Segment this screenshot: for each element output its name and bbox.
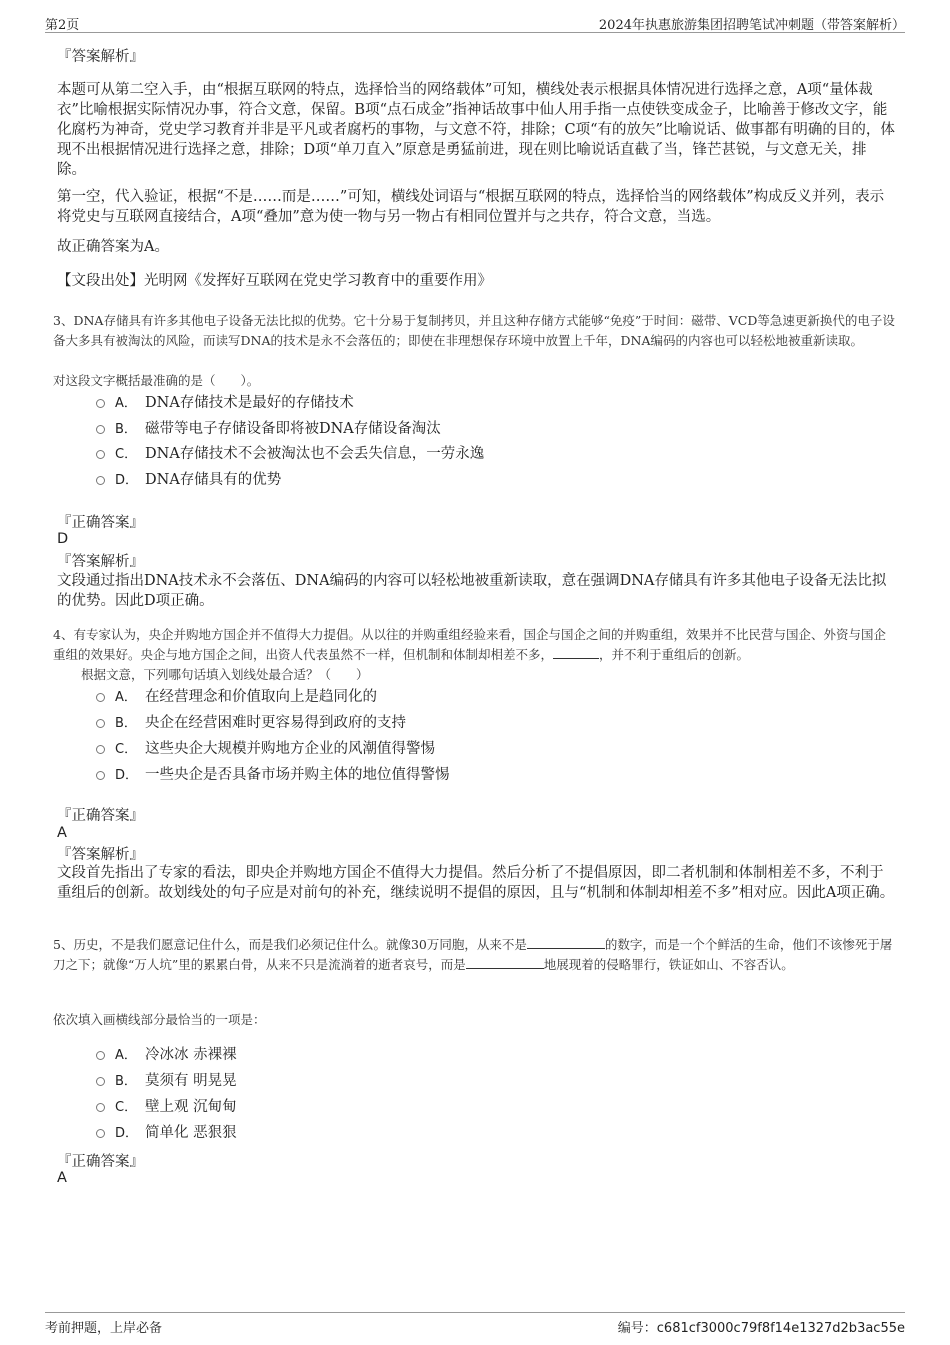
radio-icon[interactable] [96, 399, 105, 408]
q5-option-b[interactable]: B． 莫须有 明晃晃 [96, 1071, 237, 1091]
q4-analysis: 文段首先指出了专家的看法，即央企并购地方国企不值得大力提倡。然后分析了不提倡原因，即二者机制和体制相差不多，不利于重组后的创新。故划线处的句子应是对前句的补充，继续说明不提倡的原因，且与“机制和体制却相差不多”相对应。因此A项正确。 [57, 865, 895, 901]
radio-icon[interactable] [96, 425, 105, 434]
q3-option-d[interactable]: D． DNA存储具有的优势 [96, 470, 281, 490]
page-number: 第2页 [45, 18, 80, 33]
q2-analysis-paragraph-1: 本题可从第二空入手，由“根据互联网的特点，选择恰当的网络载体”可知，横线处表示根据具体情况进行选择之意，A项“量体裁衣”比喻根据实际情况办事，符合文意，保留。B项“点石成金”指神话故事中仙人用手指一点使铁变成金子，比喻善于修改文字，能化腐朽为神奇，党史学习教育并非是平凡或者腐朽的事物，与文意不符，排除；C项“有的放矢”比喻说话、做事都有明确的目的，体现不出根据情况进行选择之意，排除；D项“单刀直入”原意是勇猛前进，现在则比喻说话直截了当，锋芒甚锐，与文意无关，排除。 [57, 82, 895, 178]
q3-stem: 3、DNA存储具有许多其他电子设备无法比拟的优势。它十分易于复制拷贝，并且这种存储方式能够“免疫”于时间：磁带、VCD等急速更新换代的电子设备大多具有被淘汰的风险，而读写DNA的技术是永不会落伍的；即使在非理想保存环境中放置上千年，DNA编码的内容也可以轻松地被重新读取。 [53, 313, 895, 348]
q4-answer: A [57, 825, 67, 841]
q3-analysis-label: 『答案解析』 [57, 554, 144, 570]
q4-answer-label: 『正确答案』 [57, 808, 144, 824]
q5-option-d[interactable]: D． 简单化 恶狠狠 [96, 1123, 237, 1143]
q3-analysis: 文段通过指出DNA技术永不会落伍、DNA编码的内容可以轻松地被重新读取，意在强调DNA存储具有许多其他电子设备无法比拟的优势。因此D项正确。 [57, 573, 887, 609]
q2-analysis-label: 『答案解析』 [57, 49, 144, 65]
radio-icon[interactable] [96, 450, 105, 459]
radio-icon[interactable] [96, 745, 105, 754]
radio-icon[interactable] [96, 476, 105, 485]
q3-option-a[interactable]: A． DNA存储技术是最好的存储技术 [96, 393, 354, 413]
q4-analysis-label: 『答案解析』 [57, 847, 144, 863]
footer-slogan: 考前押题，上岸必备 [45, 1321, 163, 1336]
q4-ask: 根据文意，下列哪句话填入划线处最合适？（ ） [81, 667, 369, 682]
q3-option-c[interactable]: C． DNA存储技术不会被淘汰也不会丢失信息，一劳永逸 [96, 444, 484, 464]
q3-answer: D [57, 531, 69, 547]
q4-option-d[interactable]: D． 一些央企是否具备市场并购主体的地位值得警惕 [96, 765, 450, 785]
blank-line [553, 646, 599, 659]
q3-answer-label: 『正确答案』 [57, 515, 144, 531]
document-title: 2024年执惠旅游集团招聘笔试冲刺题（带答案解析） [598, 18, 905, 33]
page-header [45, 12, 905, 33]
q3-ask: 对这段文字概括最准确的是（ ）。 [53, 373, 260, 388]
q5-option-c[interactable]: C． 壁上观 沉甸甸 [96, 1097, 237, 1117]
page-footer [45, 1312, 905, 1337]
q4-option-c[interactable]: C． 这些央企大规模并购地方企业的风潮值得警惕 [96, 739, 435, 759]
q5-option-a[interactable]: A． 冷冰冰 赤裸裸 [96, 1045, 237, 1065]
radio-icon[interactable] [96, 1129, 105, 1138]
q4-option-b[interactable]: B． 央企在经营困难时更容易得到政府的支持 [96, 713, 406, 733]
blank-line [466, 956, 544, 969]
radio-icon[interactable] [96, 1103, 105, 1112]
blank-line [527, 936, 605, 949]
q5-answer-label: 『正确答案』 [57, 1154, 144, 1170]
radio-icon[interactable] [96, 693, 105, 702]
q5-answer: A [57, 1170, 67, 1186]
q2-source: 【文段出处】光明网《发挥好互联网在党史学习教育中的重要作用》 [57, 273, 492, 289]
q2-analysis-paragraph-2: 第一空，代入验证，根据“不是……而是……”可知，横线处词语与“根据互联网的特点，选择恰当的网络载体”构成反义并列，表示将党史与互联网直接结合，A项“叠加”意为使一物与另一物占有相同位置并与之共存，符合文意，当选。 [57, 189, 885, 225]
q4-stem: 4、有专家认为，央企并购地方国企并不值得大力提倡。从以往的并购重组经验来看，国企与国企之间的并购重组，效果并不比民营与国企、外资与国企重组的效果好。央企与地方国企之间，出资人代表虽然不一样，但机制和体制却相差不多， ，并不利于重组后的创新。 [53, 627, 886, 662]
q2-analysis-conclusion: 故正确答案为A。 [57, 239, 169, 255]
document-code: 编号：c681cf3000c79f8f14e1327d2b3ac55e [617, 1321, 905, 1336]
q4-option-a[interactable]: A． 在经营理念和价值取向上是趋同化的 [96, 687, 377, 707]
radio-icon[interactable] [96, 771, 105, 780]
radio-icon[interactable] [96, 1077, 105, 1086]
radio-icon[interactable] [96, 719, 105, 728]
q3-option-b[interactable]: B． 磁带等电子存储设备即将被DNA存储设备淘汰 [96, 419, 441, 439]
q5-stem: 5、历史，不是我们愿意记住什么，而是我们必须记住什么。就像30万同胞，从来不是 的数字，而是一个个鲜活的生命，他们不该惨死于屠刀之下；就像“万人坑”里的累累白骨，从来不只是流淌着的逝者哀号，而是 地展现着的侵略罪行，铁证如山、不容否认。 [53, 937, 893, 972]
q5-ask: 依次填入画横线部分最恰当的一项是： [53, 1012, 266, 1027]
radio-icon[interactable] [96, 1051, 105, 1060]
